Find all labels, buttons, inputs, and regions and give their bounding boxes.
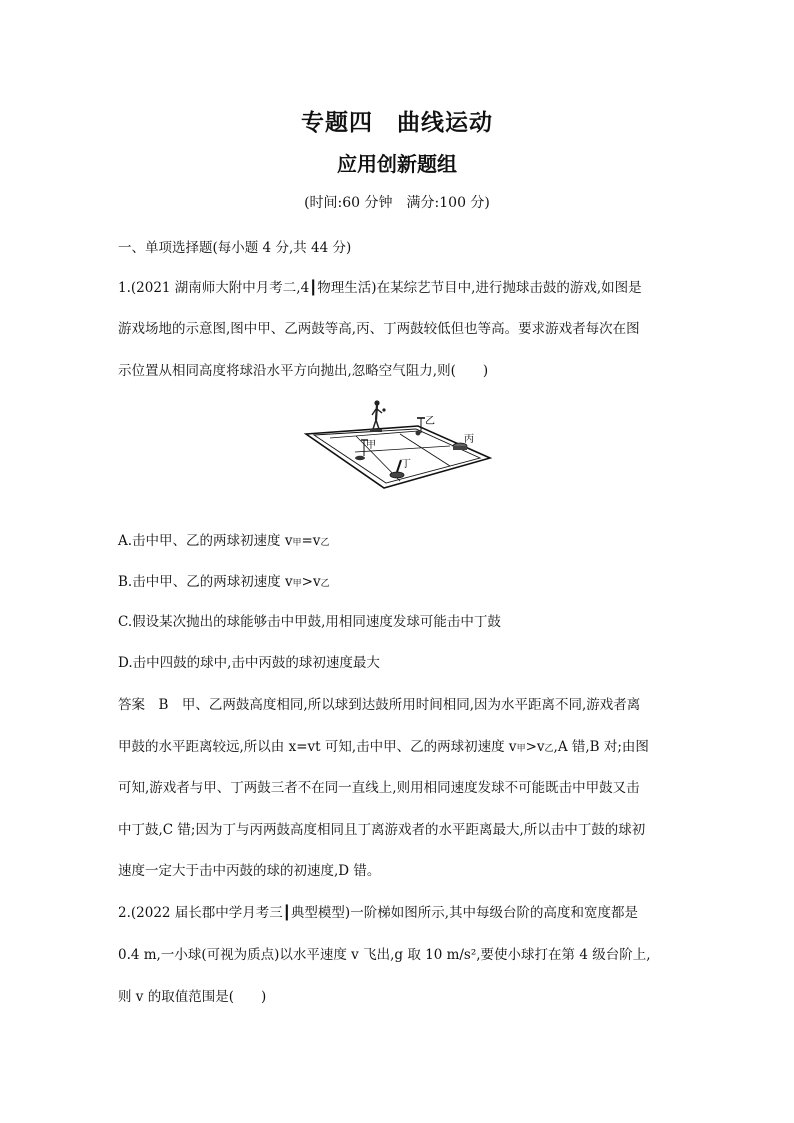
label-bing: 丙 [464,434,474,445]
q1-line-2: 游戏场地的示意图,图中甲、乙两鼓等高,丙、丁两鼓较低但也等高。要求游戏者每次在图 [118,321,640,337]
q2-line-1: 2.(2022 届长郡中学月考三┃典型模型)一阶梯如图所示,其中每级台阶的高度和宽度都是 [118,905,638,921]
q1-answer-line-2: 甲鼓的水平距离较远,所以由 x=vt 可知,击中甲、乙的两球初速度 v甲>v乙,A 错,B 对;由图 [118,739,649,755]
exam-meta: (时间:60 分钟 满分:100 分) [304,195,490,211]
thrower-figure [370,400,386,432]
q1-option-b: B.击中甲、乙的两球初速度 v甲>v乙 [118,574,330,590]
label-yi: 乙 [425,416,435,427]
q1-option-d: D.击中四鼓的球中,击中丙鼓的球初速度最大 [118,655,380,671]
q1-line-1: 1.(2021 湖南师大附中月考二,4┃物理生活)在某综艺节目中,进行抛球击鼓的游戏,如图是 [118,280,642,296]
q2-line-2: 0.4 m,一小球(可视为质点)以水平速度 v 飞出,g 取 10 m/s²,要使小球打在第 4 级台阶上, [118,947,651,963]
q2-line-3: 则 v 的取值范围是( ) [118,989,267,1005]
label-ding: 丁 [401,459,411,470]
q1-option-a: A.击中甲、乙的两球初速度 v甲=v乙 [118,533,330,549]
q1-line-3: 示位置从相同高度将球沿水平方向抛出,忽略空气阻力,则( ) [118,363,489,379]
page-title: 专题四 曲线运动 [301,110,493,136]
drum-game-figure [300,396,495,496]
q1-option-c: C.假设某次抛出的球能够击中甲鼓,用相同速度发球可能击中丁鼓 [118,614,501,630]
q1-answer-line-3: 可知,游戏者与甲、丁两鼓三者不在同一直线上,则用相同速度发球不可能既击中甲鼓又击 [118,780,640,796]
label-jia: 甲 [366,440,376,451]
q1-answer-line-1: 答案 B 甲、乙两鼓高度相同,所以球到达鼓所用时间相同,因为水平距离不同,游戏者离 [118,697,641,713]
section-heading: 一、单项选择题(每小题 4 分,共 44 分) [118,240,352,256]
q1-answer-line-4: 中丁鼓,C 错;因为丁与丙两鼓高度相同且丁离游戏者的水平距离最大,所以击中丁鼓的球初 [118,822,646,838]
q1-answer-line-5: 速度一定大于击中丙鼓的球的初速度,D 错。 [118,863,381,879]
page-subtitle: 应用创新题组 [337,152,457,176]
